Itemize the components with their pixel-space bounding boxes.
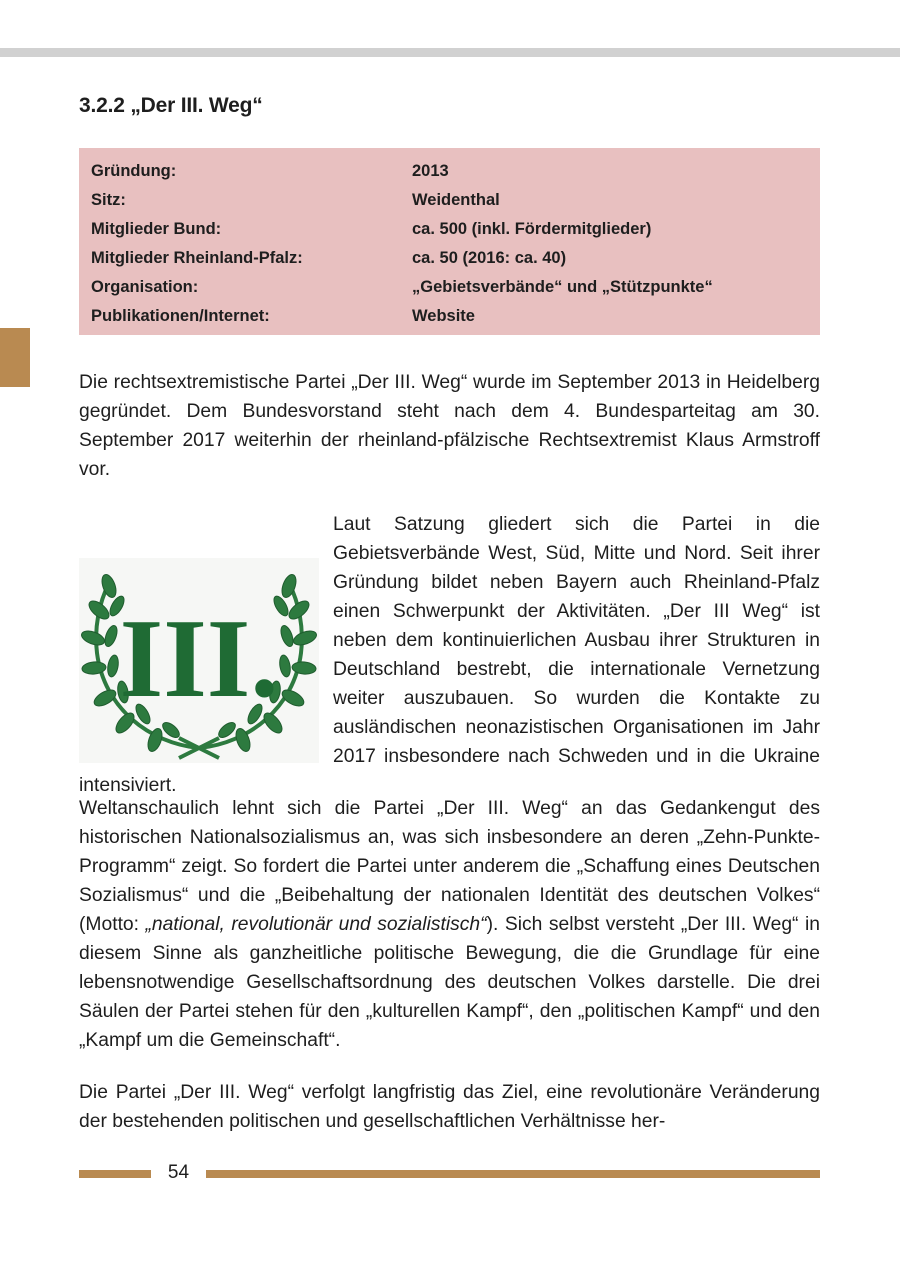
fact-label: Mitglieder Rheinland-Pfalz: [91, 249, 303, 267]
fact-row-founded [91, 157, 808, 186]
paragraph-goal: Die Partei „Der III. Weg“ verfolgt langfristig das Ziel, eine revolutionäre Veränderung der bestehenden politischen und gesellschaftlichen Verhältnisse her- [79, 1082, 820, 1132]
top-rule [0, 48, 900, 57]
fact-value: ca. 50 (2016: ca. 40) [412, 249, 567, 267]
laurel-wreath-logo-icon [79, 558, 319, 763]
fact-label: Mitglieder Bund: [91, 220, 222, 238]
fact-label: Publikationen/Internet: [91, 307, 270, 325]
fact-value: „Gebietsverbände“ und „Stützpunkte“ [412, 278, 713, 296]
fact-row-members-rlp [91, 244, 808, 273]
paragraph-structure-block [79, 510, 820, 796]
fact-row-organisation [91, 273, 808, 302]
chapter-tab-marker [0, 328, 30, 387]
paragraph-founding: Die rechtsextremistische Partei „Der III. Weg“ wurde im September 2013 in Heidelberg gegründet. Dem Bundesvorstand steht nach dem 4. Bundesparteitag am 30. September 2017 weiterhin der rheinland-pfälzische Rechtsextremist Klaus Armstroff vor. [79, 372, 820, 480]
fact-row-members-federal [91, 215, 808, 244]
party-logo [79, 558, 319, 763]
fact-value: ca. 500 (inkl. Fördermitglieder) [412, 220, 652, 238]
paragraph-ideology [79, 794, 820, 1055]
section-title: 3.2.2 „Der III. Weg“ [79, 94, 263, 117]
paragraph-ideology-part2: ). Sich selbst versteht „Der III. Weg“ in diesem Sinne als ganzheitliche politische Bewegung, die die Grundlage für eine lebensnotwendige Gesellschaftsordnung des deutschen Volkes darstelle. Die drei Säulen der Partei stehen für den „kulturellen Kampf“, den „politischen Kampf“ und den „Kampf um die Gemeinschaft“. [79, 914, 820, 1051]
fact-value: Weidenthal [412, 191, 500, 209]
party-motto: „national, revolutionär und sozialistisch“ [145, 914, 487, 935]
fact-label: Organisation: [91, 278, 199, 296]
fact-row-publications [91, 302, 808, 331]
fact-label: Gründung: [91, 162, 177, 180]
footer-rule-left [79, 1170, 151, 1178]
paragraph-ideology-part1: Weltanschaulich lehnt sich die Partei „Der III. Weg“ an das Gedankengut des historischen Nationalsozialismus an, was sich insbesondere an deren „Zehn-Punkte-Programm“ zeigt. So fordert die Partei unter anderem die „Schaffung eines Deutschen Sozialismus“ und die „Beibehaltung der nationalen Identität des deutschen Volkes“ (Motto: [79, 798, 820, 935]
page-number: 54 [167, 1162, 190, 1183]
fact-box [79, 148, 820, 335]
paragraph-structure: Laut Satzung gliedert sich die Partei in die Gebietsverbände West, Süd, Mitte und Nord. Seit ihrer Gründung bildet neben Bayern auch Rheinland-Pfalz einen Schwerpunkt der Aktivitäten. „Der III Weg“ ist neben dem kontinuierlichen Ausbau ihrer Strukturen in Deutschland bestrebt, die internationale Vernetzung weiter auszubauen. So wurden die Kontakte zu ausländischen neonazistischen Organisationen im Jahr 2017 insbesondere nach Schweden und in die Ukraine intensiviert. [79, 514, 820, 796]
footer-rule-right [206, 1170, 820, 1178]
logo-roman-numeral: III. [119, 597, 279, 721]
fact-row-seat [91, 186, 808, 215]
fact-value: 2013 [412, 162, 449, 180]
fact-value: Website [412, 307, 475, 325]
fact-label: Sitz: [91, 191, 126, 209]
